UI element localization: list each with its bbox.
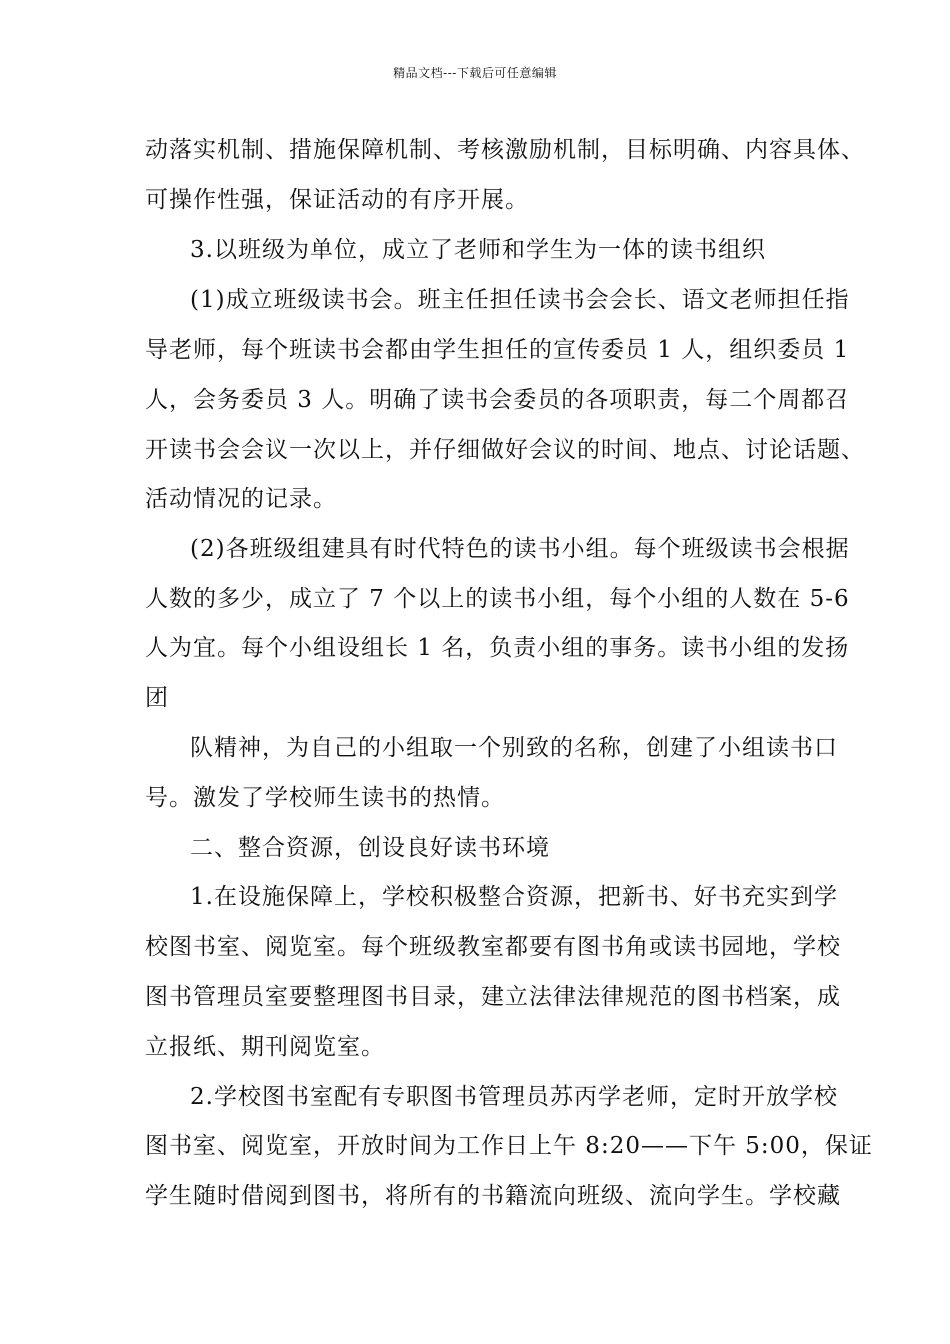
text-line-2: 可操作性强，保证活动的有序开展。 <box>145 187 529 213</box>
text-line-8: 活动情况的记录。 <box>145 486 337 512</box>
text-line-5: 导老师，每个班读书会都由学生担任的宣传委员 1 人，组织委员 1 <box>145 337 850 363</box>
text-line-21: 图书室、阅览室，开放时间为工作日上午 8:20——下午 5:00，保证 <box>145 1133 873 1159</box>
text-line-16: 1.在设施保障上，学校积极整合资源，把新书、好书充实到学 <box>190 884 838 910</box>
page-header: 精品文档---下载后可任意编辑 <box>393 66 557 80</box>
text-line-6: 人，会务委员 3 人。明确了读书会委员的各项职责，每二个周都召 <box>145 387 850 413</box>
text-line-3: 3.以班级为单位，成立了老师和学生为一体的读书组织 <box>190 237 766 263</box>
text-line-13: 队精神，为自己的小组取一个别致的名称，创建了小组读书口 <box>190 735 838 761</box>
text-line-11: 人为宜。每个小组设组长 1 名，负责小组的事务。读书小组的发扬 <box>145 635 850 661</box>
text-line-12: 团 <box>145 685 169 711</box>
text-line-7: 开读书会会议一次以上，并仔细做好会议的时间、地点、讨论话题、 <box>145 437 865 463</box>
text-line-19: 立报纸、期刊阅览室。 <box>145 1034 385 1060</box>
text-line-14: 号。激发了学校师生读书的热情。 <box>145 785 505 811</box>
text-line-15: 二、整合资源，创设良好读书环境 <box>190 835 550 861</box>
text-line-22: 学生随时借阅到图书，将所有的书籍流向班级、流向学生。学校藏 <box>145 1183 841 1209</box>
text-line-20: 2.学校图书室配有专职图书管理员苏丙学老师，定时开放学校 <box>190 1084 838 1110</box>
text-line-17: 校图书室、阅览室。每个班级教室都要有图书角或读书园地，学校 <box>145 934 841 960</box>
text-line-4: (1)成立班级读书会。班主任担任读书会会长、语文老师担任指 <box>190 287 850 313</box>
text-line-10: 人数的多少，成立了 7 个以上的读书小组，每个小组的人数在 5-6 <box>145 586 850 612</box>
text-line-9: (2)各班级组建具有时代特色的读书小组。每个班级读书会根据 <box>190 536 850 562</box>
text-line-1: 动落实机制、措施保障机制、考核激励机制，目标明确、内容具体、 <box>145 137 865 163</box>
text-line-18: 图书管理员室要整理图书目录，建立法律法律规范的图书档案，成 <box>145 984 841 1010</box>
